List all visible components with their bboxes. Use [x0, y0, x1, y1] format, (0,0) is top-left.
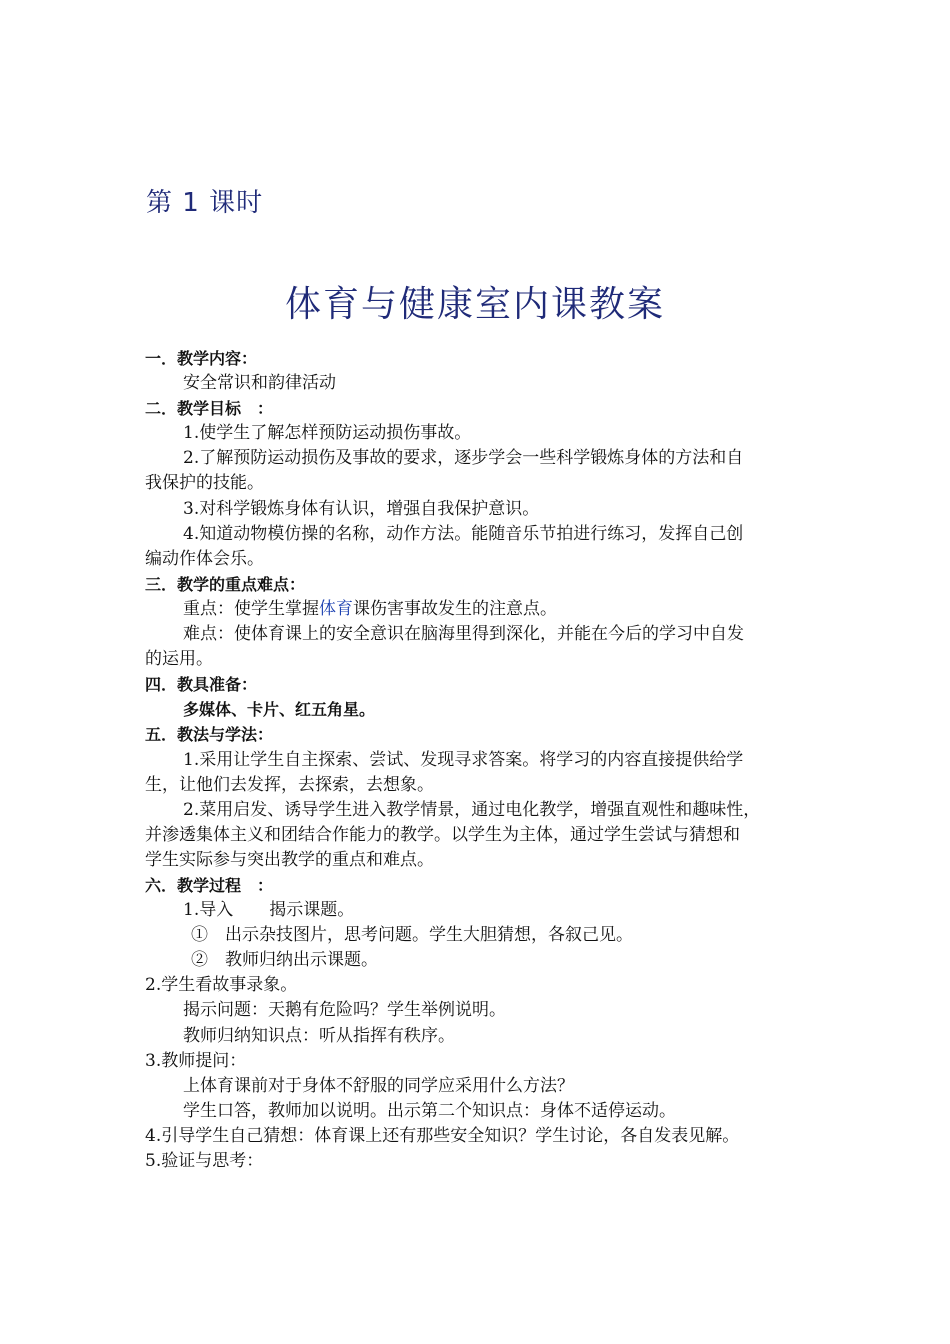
document-body	[145, 346, 810, 1174]
method-item-2-line-1: 2.菜用启发、诱导学生进入教学情景，通过电化教学，增强直观性和趣味性，	[183, 799, 761, 820]
goal-item-4-line-1: 4.知道动物模仿操的名称，动作方法。能随音乐节拍进行练习，发挥自己创	[183, 523, 744, 544]
key-focus-suffix: 课伤害事故发生的注意点。	[353, 598, 557, 619]
process-step-2-b: 教师归纳知识点：听从指挥有秩序。	[183, 1025, 455, 1046]
process-step-1-text: 揭示课题。	[269, 900, 355, 921]
process-step-3: 3.教师提问：	[145, 1050, 247, 1071]
process-step-2: 2.学生看故事录象。	[145, 975, 298, 996]
method-item-2-line-2: 并渗透集体主义和团结合作能力的教学。以学生为主体，通过学生尝试与猜想和	[145, 824, 740, 845]
key-focus-line	[145, 597, 810, 622]
process-step-1-sub-2: ② 教师归纳出示课题。	[191, 950, 378, 971]
goal-item-4-line-2: 编动作体会乐。	[145, 548, 264, 569]
content-text: 安全常识和韵律活动	[183, 373, 336, 394]
process-step-1-label: 1.导入	[183, 900, 234, 921]
process-step-3-b: 学生口答，教师加以说明。出示第二个知识点：身体不适停运动。	[183, 1100, 676, 1121]
section-heading-methods: 五．教法与学法：	[145, 725, 274, 745]
process-step-1	[145, 898, 810, 923]
method-item-1-line-2: 生，让他们去发挥，去探索，去想象。	[145, 774, 434, 795]
key-focus-prefix: 重点：使学生掌握	[183, 598, 319, 619]
key-difficulty-line-1: 难点：使体育课上的安全意识在脑海里得到深化，并能在今后的学习中自发	[183, 624, 744, 645]
method-item-2-line-3: 学生实际参与突出教学的重点和难点。	[145, 849, 434, 870]
section-heading-process: 六．教学过程 ：	[145, 875, 274, 895]
goal-item-2-line-2: 我保护的技能。	[145, 473, 264, 494]
goal-item-3: 3.对科学锻炼身体有认识，增强自我保护意识。	[183, 498, 540, 519]
materials-text: 多媒体、卡片、红五角星。	[183, 700, 376, 720]
section-heading-content: 一．教学内容：	[145, 349, 258, 368]
process-step-3-a: 上体育课前对于身体不舒服的同学应采用什么方法？	[183, 1075, 574, 1096]
method-item-1-line-1: 1.采用让学生自主探索、尝试、发现寻求答案。将学习的内容直接提供给学	[183, 749, 744, 770]
goal-item-2-line-1: 2.了解预防运动损伤及事故的要求，逐步学会一些科学锻炼身体的方法和自	[183, 448, 744, 469]
process-step-2-a: 揭示问题：天鹅有危险吗？学生举例说明。	[183, 1000, 506, 1021]
pe-link[interactable]: 体育	[319, 598, 353, 619]
section-heading-materials: 四．教具准备：	[145, 675, 258, 695]
goal-item-1: 1.使学生了解怎样预防运动损伤事故。	[183, 423, 472, 444]
section-heading-goals: 二．教学目标 ：	[145, 399, 274, 419]
key-difficulty-line-2: 的运用。	[145, 649, 213, 670]
document-title: 体育与健康室内课教案	[284, 284, 665, 325]
process-step-1-sub-1: ① 出示杂技图片，思考问题。学生大胆猜想，各叙己见。	[191, 925, 633, 946]
process-step-5: 5.验证与思考：	[145, 1151, 264, 1171]
process-step-4: 4.引导学生自己猜想：体育课上还有那些安全知识？学生讨论，各自发表见解。	[145, 1125, 740, 1146]
section-heading-key-points: 三．教学的重点难点：	[145, 574, 306, 594]
lesson-number: 第 1 课时	[146, 188, 264, 218]
